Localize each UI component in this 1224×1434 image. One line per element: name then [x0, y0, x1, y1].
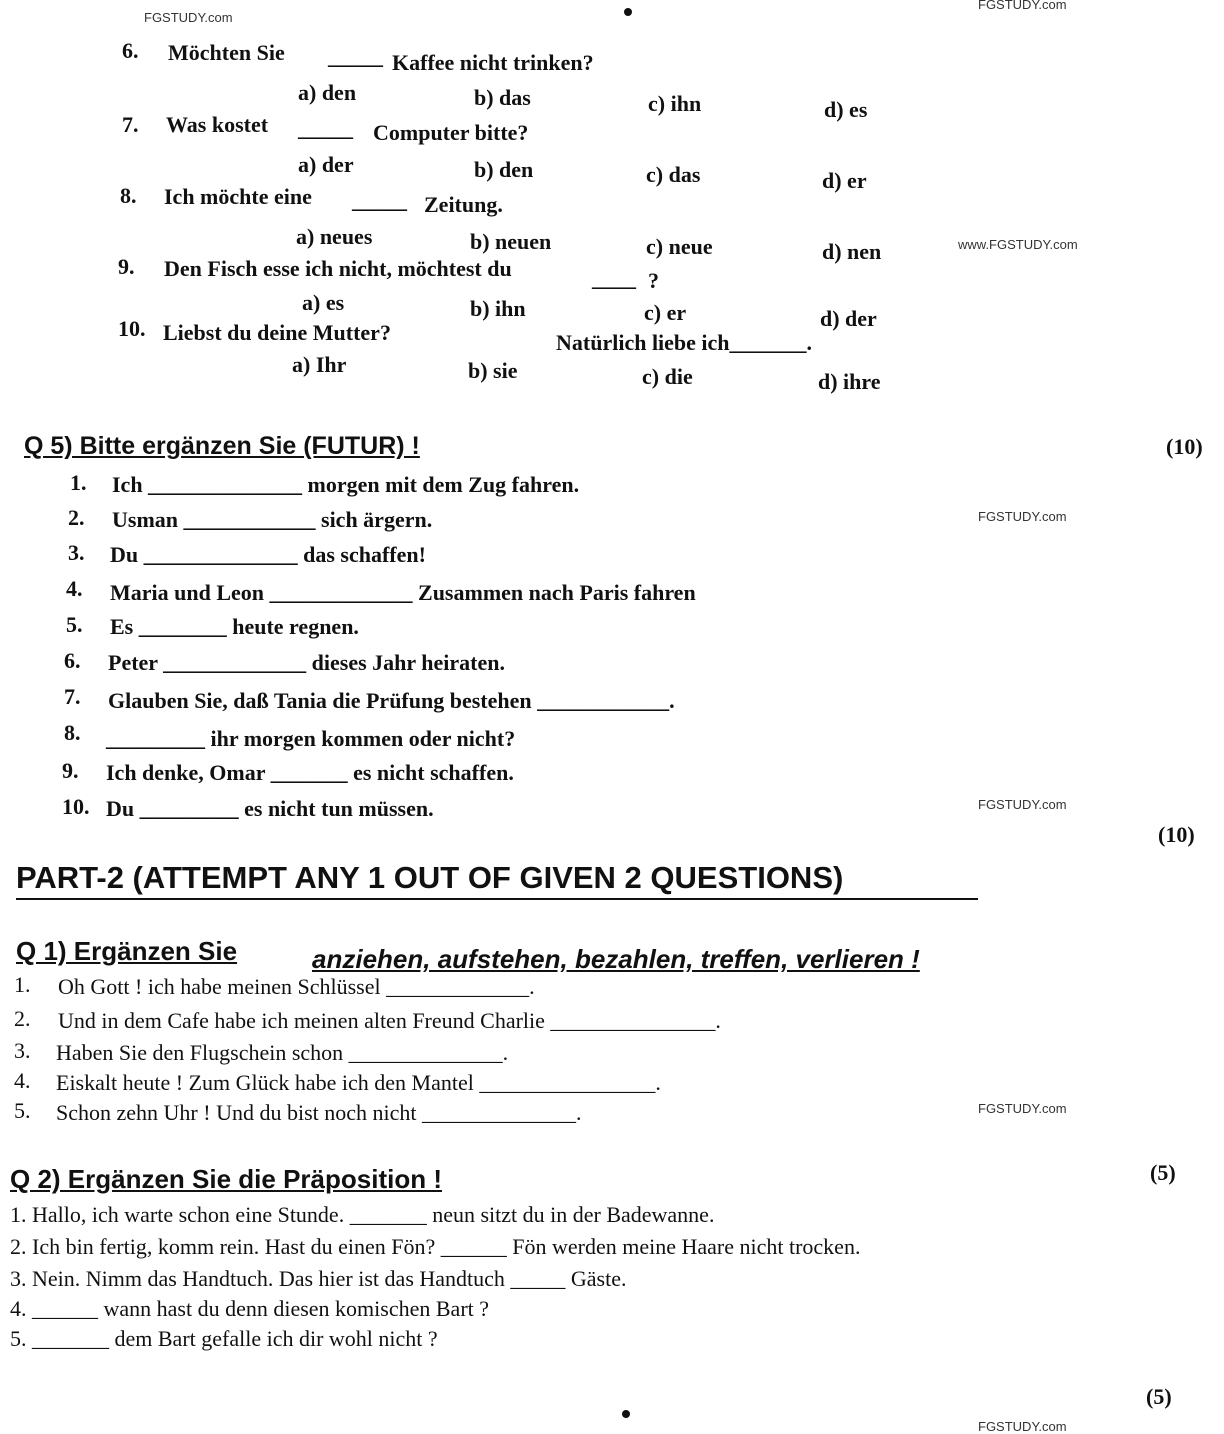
option-c: c) ihn — [648, 91, 702, 116]
list-item-text: 3. Nein. Nimm das Handtuch. Das hier ist das Handtuch _____ Gäste. — [10, 1266, 627, 1291]
list-item-text: Glauben Sie, daß Tania die Prüfung bestehen ____________. — [108, 688, 675, 713]
option-b: b) das — [474, 85, 531, 110]
q2-marks: (5) — [1150, 1160, 1176, 1185]
list-number: 3. — [68, 540, 85, 565]
list-number: 4. — [14, 1068, 31, 1093]
list-item-text: _________ ihr morgen kommen oder nicht? — [106, 726, 516, 751]
answer-blank: ____ — [592, 266, 636, 291]
scan-speck — [624, 8, 632, 16]
option-a: a) den — [298, 80, 357, 105]
question-text: Zeitung. — [424, 192, 503, 217]
list-item-text: 4. ______ wann hast du denn diesen komischen Bart ? — [10, 1296, 490, 1321]
list-number: 5. — [14, 1098, 31, 1123]
option-c: c) neue — [646, 234, 713, 259]
answer-blank: _____ — [328, 44, 383, 69]
q1-heading: Q 1) Ergänzen Sie — [16, 936, 238, 966]
option-d: d) er — [822, 168, 867, 193]
question-number: 7. — [122, 112, 139, 137]
list-number: 1. — [14, 972, 31, 997]
question-number: 9. — [118, 254, 135, 279]
heading-underline — [16, 898, 978, 900]
watermark: FGSTUDY.com — [978, 797, 1067, 812]
question-text: Ich möchte eine — [164, 184, 312, 209]
list-item-text: Ich denke, Omar _______ es nicht schaffen. — [106, 760, 514, 785]
option-b: b) ihn — [470, 296, 526, 321]
list-number: 2. — [14, 1006, 31, 1031]
q5-heading: Q 5) Bitte ergänzen Sie (FUTUR) ! — [24, 432, 420, 460]
question-number: 10. — [118, 316, 146, 341]
question-text: Natürlich liebe ich_______. — [556, 330, 813, 355]
list-item-text: Usman ____________ sich ärgern. — [112, 507, 433, 532]
list-item-text: Maria und Leon _____________ Zusammen nach Paris fahren — [110, 580, 696, 605]
option-d: d) der — [820, 306, 877, 331]
list-item-text: Eiskalt heute ! Zum Glück habe ich den Mantel ________________. — [56, 1070, 661, 1095]
list-item-text: 5. _______ dem Bart gefalle ich dir wohl nicht ? — [10, 1326, 438, 1351]
part-2-heading: PART-2 (ATTEMPT ANY 1 OUT OF GIVEN 2 QUESTIONS) — [16, 860, 844, 895]
watermark: FGSTUDY.com — [978, 0, 1067, 12]
question-text: Den Fisch esse ich nicht, möchtest du — [164, 256, 512, 281]
watermark: www.FGSTUDY.com — [958, 237, 1078, 252]
watermark: FGSTUDY.com — [144, 10, 233, 25]
question-text: Was kostet — [166, 112, 269, 137]
list-number: 5. — [66, 612, 83, 637]
option-c: c) die — [642, 364, 693, 389]
question-number: 6. — [122, 38, 139, 63]
option-d: d) ihre — [818, 369, 881, 394]
option-d: d) es — [824, 97, 868, 122]
option-c: c) das — [646, 162, 701, 187]
q1-verb-list: anziehen, aufstehen, bezahlen, treffen, verlieren ! — [312, 944, 920, 974]
question-text: Liebst du deine Mutter? — [163, 320, 391, 345]
q2-heading: Q 2) Ergänzen Sie die Präposition ! — [10, 1164, 442, 1194]
q5-marks: (10) — [1158, 822, 1195, 847]
list-number: 2. — [68, 505, 85, 530]
question-text: ? — [648, 268, 659, 293]
option-b: b) den — [474, 157, 534, 182]
option-b: b) neuen — [470, 229, 552, 254]
question-number: 8. — [120, 183, 137, 208]
answer-blank: _____ — [298, 116, 353, 141]
q2-marks-bottom: (5) — [1146, 1384, 1172, 1409]
question-text: Möchten Sie — [168, 40, 285, 65]
question-text: Kaffee nicht trinken? — [392, 50, 594, 75]
answer-blank: _____ — [352, 188, 407, 213]
list-number: 1. — [70, 470, 87, 495]
option-a: a) Ihr — [292, 352, 347, 377]
list-item-text: Du ______________ das schaffen! — [110, 542, 426, 567]
list-number: 10. — [62, 794, 90, 819]
list-number: 6. — [64, 648, 81, 673]
option-a: a) neues — [296, 224, 373, 249]
option-b: b) sie — [468, 358, 518, 383]
list-item-text: Und in dem Cafe habe ich meinen alten Freund Charlie _______________. — [58, 1008, 721, 1033]
q5-marks: (10) — [1166, 434, 1203, 459]
watermark: FGSTUDY.com — [978, 509, 1067, 524]
list-item-text: Schon zehn Uhr ! Und du bist noch nicht ______________. — [56, 1100, 582, 1125]
list-item-text: Haben Sie den Flugschein schon ______________. — [56, 1040, 509, 1065]
list-number: 9. — [62, 758, 79, 783]
watermark: FGSTUDY.com — [978, 1419, 1067, 1434]
list-item-text: Du _________ es nicht tun müssen. — [106, 796, 434, 821]
list-item-text: Ich ______________ morgen mit dem Zug fahren. — [112, 472, 580, 497]
question-text: Computer bitte? — [373, 120, 529, 145]
option-c: c) er — [644, 300, 687, 325]
option-a: a) der — [298, 152, 354, 177]
list-number: 8. — [64, 720, 81, 745]
option-a: a) es — [302, 290, 345, 315]
list-number: 7. — [64, 684, 81, 709]
list-item-text: 1. Hallo, ich warte schon eine Stunde. _______ neun sitzt du in der Badewanne. — [10, 1202, 715, 1227]
watermark: FGSTUDY.com — [978, 1101, 1067, 1116]
scan-speck — [622, 1410, 630, 1418]
option-d: d) nen — [822, 239, 882, 264]
list-item-text: Oh Gott ! ich habe meinen Schlüssel _____________. — [58, 974, 535, 999]
list-item-text: 2. Ich bin fertig, komm rein. Hast du einen Fön? ______ Fön werden meine Haare nicht trocken. — [10, 1234, 861, 1259]
list-item-text: Peter _____________ dieses Jahr heiraten. — [108, 650, 505, 675]
list-item-text: Es ________ heute regnen. — [110, 614, 359, 639]
list-number: 3. — [14, 1038, 31, 1063]
list-number: 4. — [66, 576, 83, 601]
